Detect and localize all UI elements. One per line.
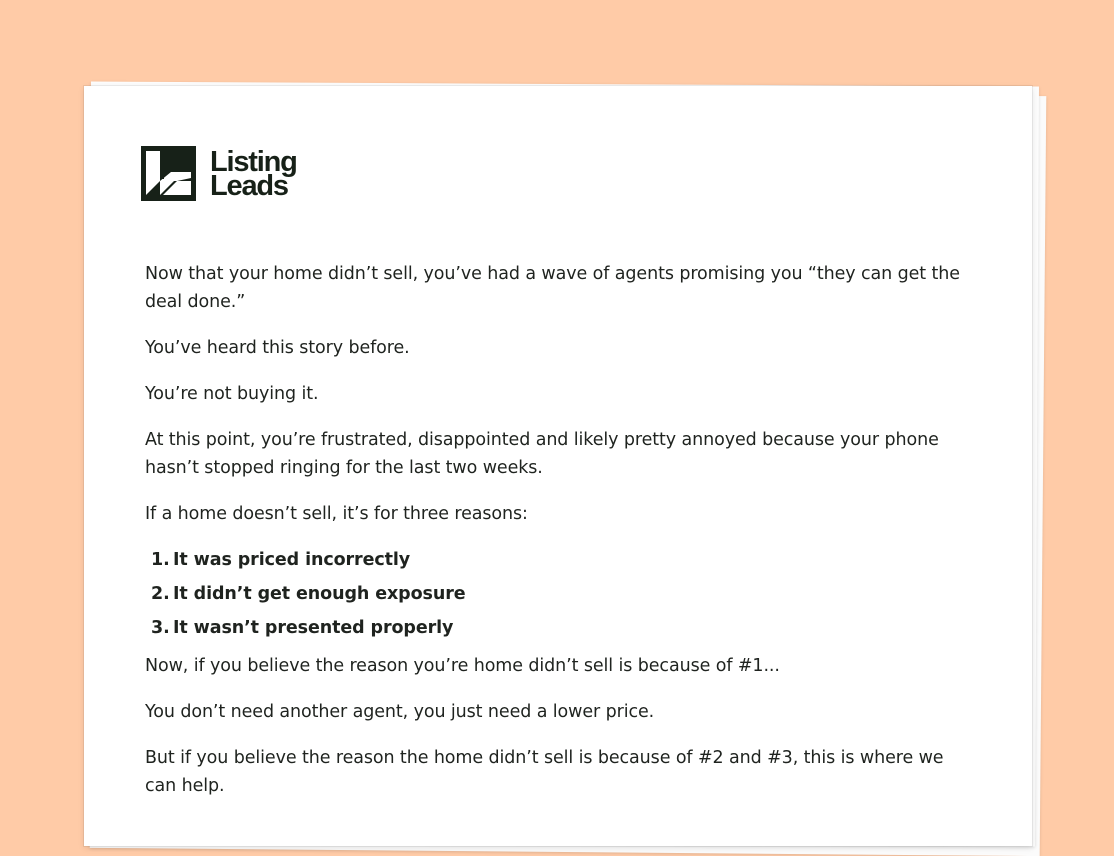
reason-text: It was priced incorrectly — [173, 550, 411, 570]
reason-text: It wasn’t presented properly — [173, 618, 454, 638]
paragraph: Now, if you believe the reason you’re home didn’t sell is because of #1... — [145, 656, 780, 676]
paragraph: At this point, you’re frustrated, disappointed and likely pretty annoyed because your phone hasn’t stopped ringing for the last two weeks. — [145, 430, 939, 478]
reason-item — [145, 580, 975, 608]
reasons-list — [145, 546, 975, 642]
logo-word-leads: Leads — [210, 169, 288, 202]
logo-word-listing: Listing — [210, 145, 297, 178]
reason-text: It didn’t get enough exposure — [173, 584, 466, 604]
reason-item — [145, 546, 975, 574]
reason-item — [145, 614, 975, 642]
paragraph: You don’t need another agent, you just need a lower price. — [145, 702, 655, 722]
reason-number: 3. — [151, 618, 170, 638]
paragraph: You’re not buying it. — [145, 384, 319, 404]
reason-number: 1. — [151, 550, 170, 570]
letter-page — [84, 86, 1032, 846]
paragraph: If a home doesn’t sell, it’s for three reasons: — [145, 504, 528, 524]
letter-body — [145, 260, 975, 818]
listing-leads-logo-icon — [141, 146, 196, 201]
paragraph: But if you believe the reason the home didn’t sell is because of #2 and #3, this is where we can help. — [145, 748, 944, 796]
paragraph: You’ve heard this story before. — [145, 338, 410, 358]
reason-number: 2. — [151, 584, 170, 604]
paragraph: Now that your home didn’t sell, you’ve had a wave of agents promising you “they can get the deal done.” — [145, 264, 960, 312]
logo-wordmark — [210, 145, 297, 202]
listing-leads-logo — [141, 146, 297, 201]
